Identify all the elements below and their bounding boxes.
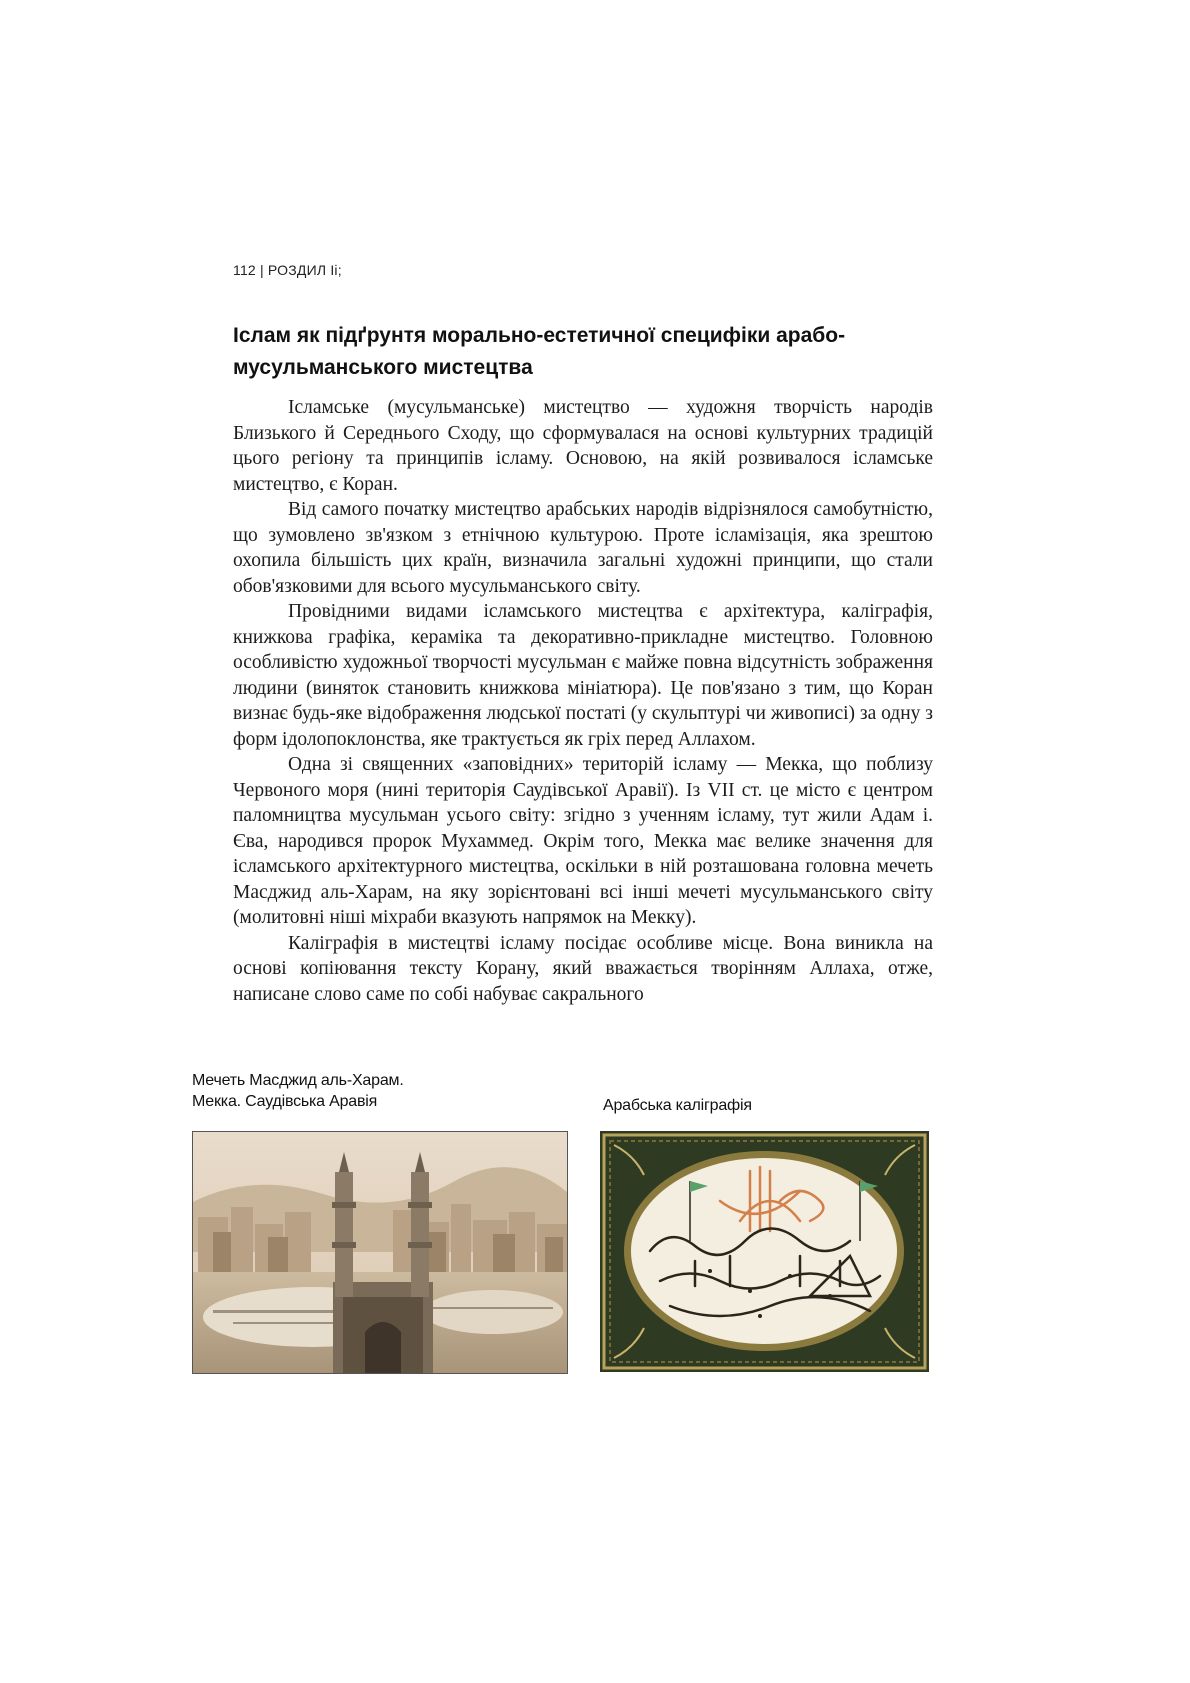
running-head: 112 | РОЗДИЛ Іі; <box>233 262 342 278</box>
mosque-photo <box>192 1131 568 1374</box>
paragraph: Від самого початку мистецтво арабських народів відрізнялося самобутністю, що зумовлено зв'язком з етнічною культурою. Проте ісламізація, яка зрештою охопила більшість цих країн, визначила загальні художні принципи, що стали обов'язковими для всього мусульманського світу. <box>233 499 933 597</box>
section-heading: Іслам як підґрунтя морально-естетичної специфіки арабо-мусульманського мистецтва <box>233 324 846 379</box>
caption-line: Мечеть Масджид аль-Харам. <box>192 1072 404 1089</box>
figure-caption-mosque <box>192 1070 404 1112</box>
paragraph: Каліграфія в мистецтві ісламу посідає особливе місце. Вона виникла на основі копіювання тексту Корану, який вважається творінням Аллаха, отже, написане слово саме по собі набуває сакрального <box>233 932 933 1005</box>
calligraphy-photo <box>600 1131 929 1372</box>
paragraph: Провідними видами ісламського мистецтва є архітектура, каліграфія, книжкова графіка, кераміка та декоративно-прикладне мистецтво. Головною особливістю художньої творчості мусульман є майже повна відсутність зображення людини (виняток становить книжкова мініатюра). Це пов'язано з тим, що Коран визнає будь-яке відображення людської постаті (у скульптурі чи живописі) за одну з форм ідолопоклонства, яке трактується як гріх перед Аллахом. <box>233 601 933 750</box>
paragraph: Ісламське (мусульманське) мистецтво — художня творчість народів Близького й Середнього Сходу, що сформувалася на основі культурних традицій цього регіону та принципів ісламу. Основою, на якій розвивалося ісламське мистецтво, є Коран. <box>233 397 933 495</box>
figure-caption-calligraphy: Арабська каліграфія <box>603 1097 752 1114</box>
body-text <box>233 395 933 1007</box>
paragraph: Одна зі священних «заповідних» територій ісламу — Мекка, що поблизу Червоного моря (нині територія Саудівської Аравії). Із VII ст. це місто є центром паломництва мусульман усього світу: згідно з ученням ісламу, тут жили Адам і. Єва, народився пророк Мухаммед. Окрім того, Мекка має велике значення для ісламського архітектурного мистецтва, оскільки в ній розташована головна мечеть Масджид аль-Харам, на яку зорієнтовані всі інші мечеті мусульманського світу (молитовні ніші міхраби вказують напрямок на Мекку). <box>233 754 933 928</box>
caption-line: Мекка. Саудівська Аравія <box>192 1093 378 1110</box>
